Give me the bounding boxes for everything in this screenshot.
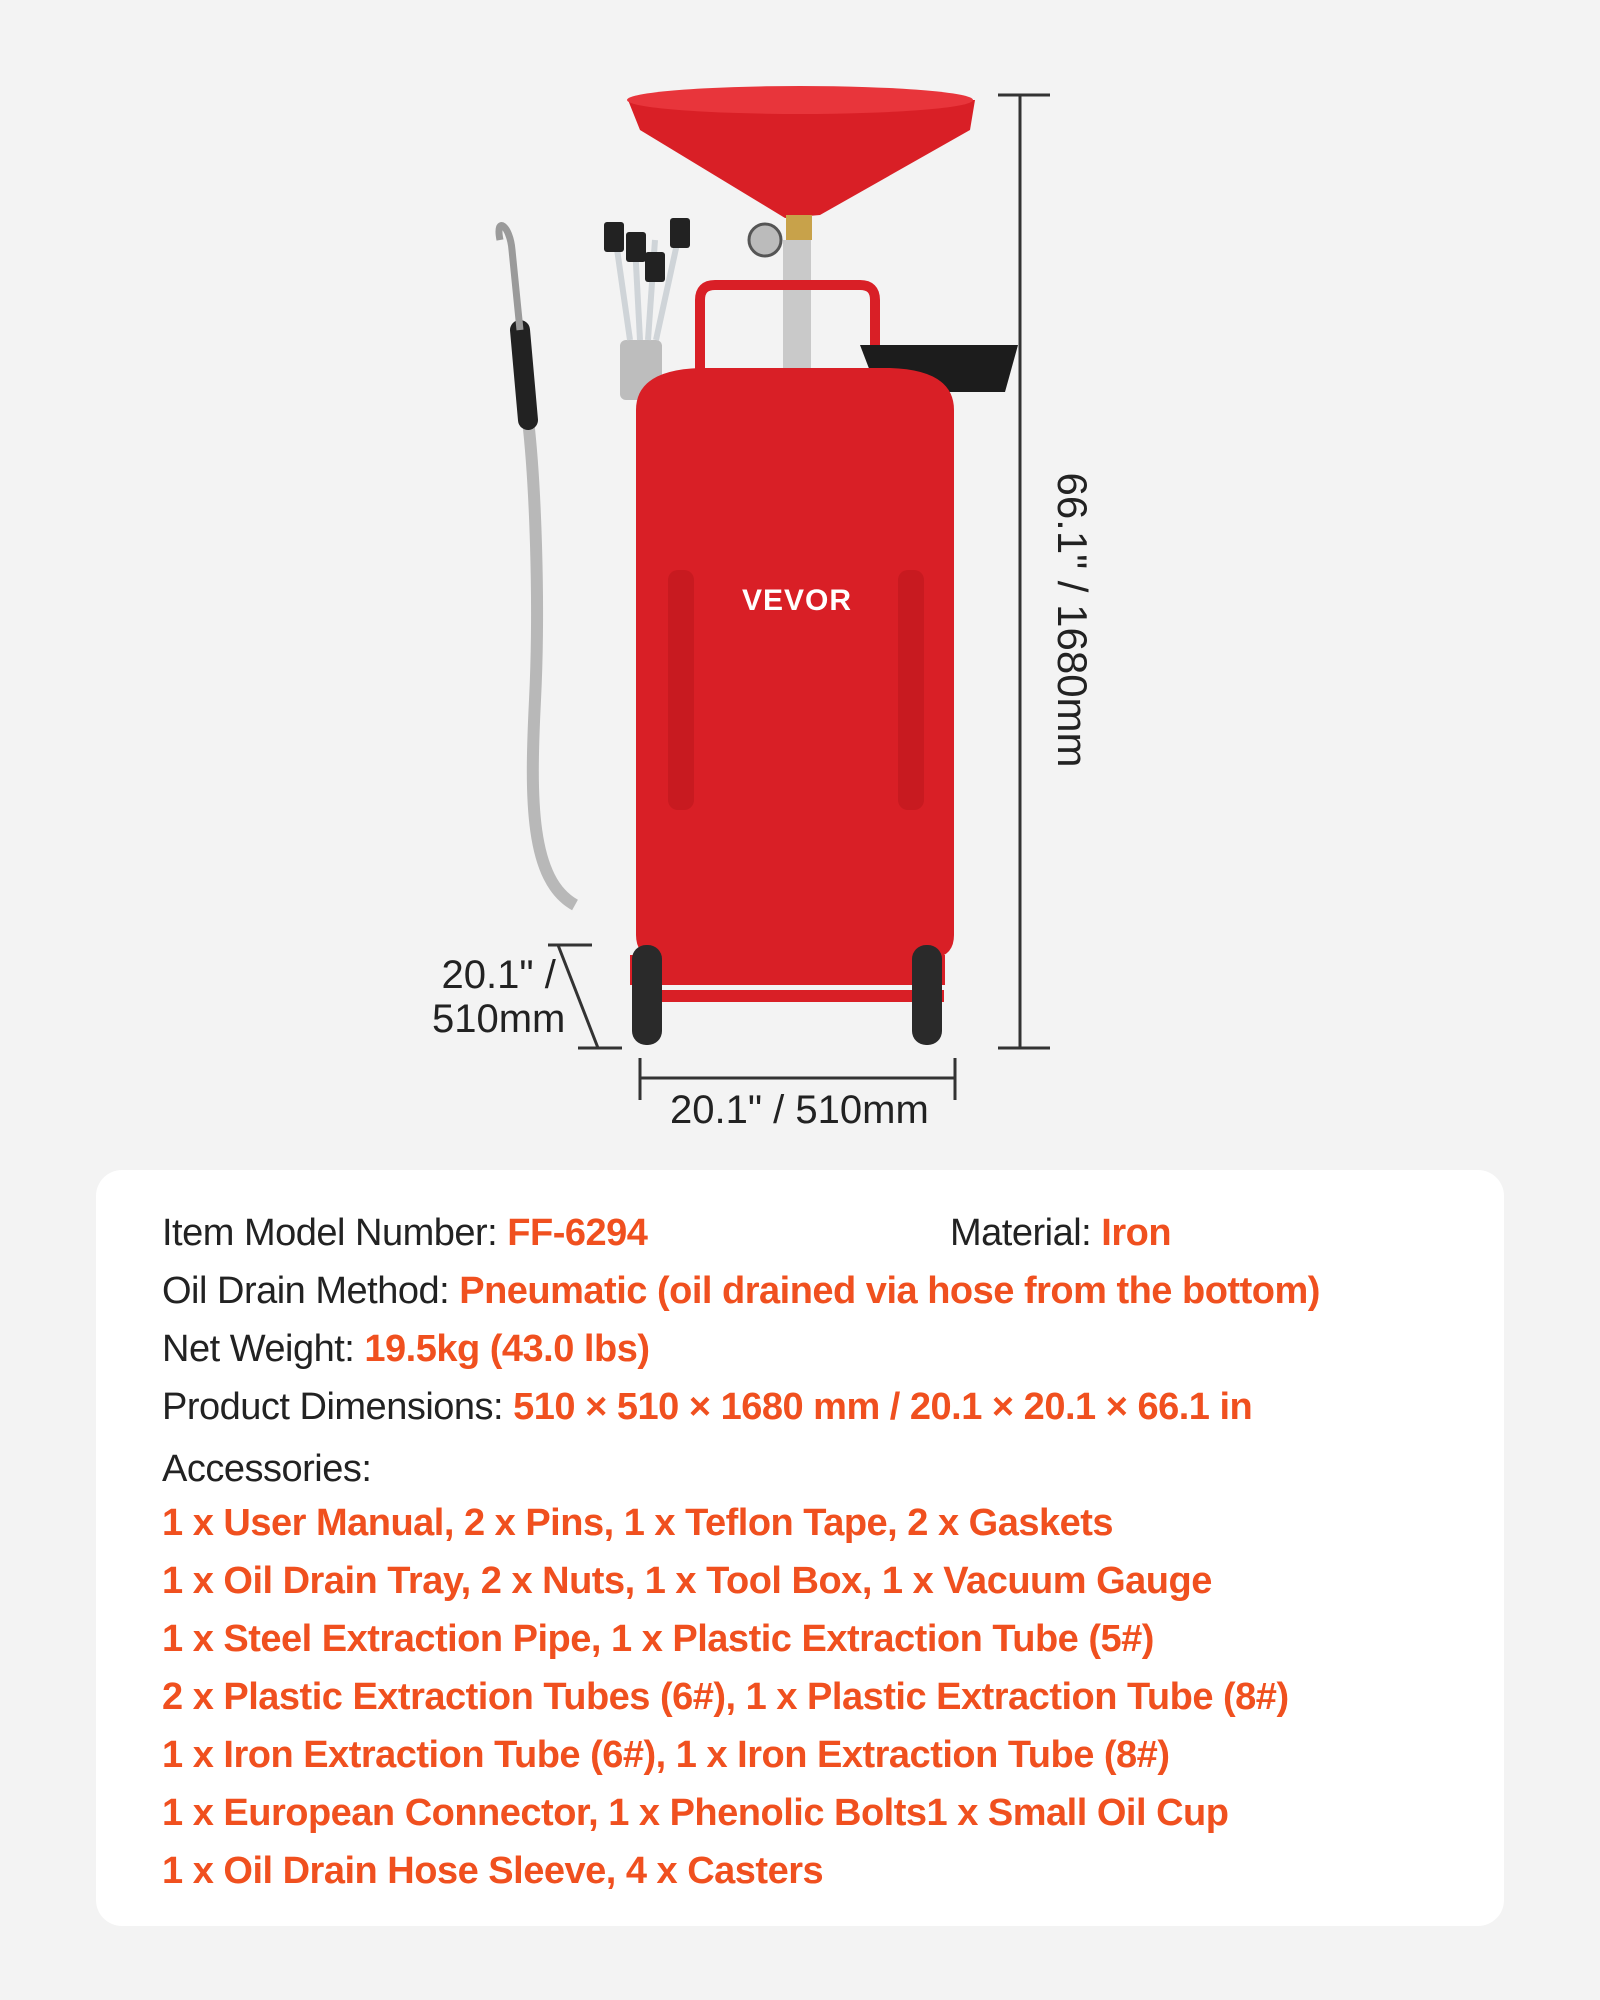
material-label: Material: [950,1212,1102,1254]
accessory-line: 1 x Oil Drain Tray, 2 x Nuts, 1 x Tool Box, 1 x Vacuum Gauge [162,1560,1212,1602]
height-dimension-line [998,95,1050,1048]
net-weight-row [162,1328,649,1371]
vevor-logo: VEVOR [742,584,853,617]
model-number-label: Item Model Number: [162,1212,508,1254]
dimensions-value: 510 × 510 × 1680 mm / 20.1 × 20.1 × 66.1 in [513,1386,1253,1428]
dimensions-label: Product Dimensions: [162,1386,514,1428]
material-value: Iron [1101,1212,1172,1254]
wheel-right [912,945,942,1045]
base-frame [630,955,945,985]
accessory-line: 1 x Oil Drain Hose Sleeve, 4 x Casters [162,1850,824,1892]
drain-method-value: Pneumatic (oil drained via hose from the bottom) [459,1270,1320,1312]
width-dimension-label: 20.1" / 510mm [670,1088,929,1132]
spec-card [96,1170,1504,1926]
height-dimension-label: 66.1" / 1680mm [1049,472,1096,768]
accessories-heading: Accessories: [162,1448,372,1490]
accessory-line: 1 x User Manual, 2 x Pins, 1 x Teflon Tape, 2 x Gaskets [162,1502,1114,1544]
model-number-row [162,1212,647,1255]
drain-method-row [162,1270,1320,1313]
hose-handle [520,330,528,420]
funnel [628,100,975,218]
material-row [950,1212,1171,1255]
depth-label-line1: 20.1" / [441,953,556,997]
accessory-line: 2 x Plastic Extraction Tubes (6#), 1 x Plastic Extraction Tube (8#) [162,1676,1289,1718]
accessory-line: 1 x Steel Extraction Pipe, 1 x Plastic Extraction Tube (5#) [162,1618,1154,1660]
drain-method-label: Oil Drain Method: [162,1270,460,1312]
accessory-line: 1 x Iron Extraction Tube (6#), 1 x Iron Extraction Tube (8#) [162,1734,1170,1776]
model-number-value: FF-6294 [507,1212,648,1254]
hook [499,226,520,330]
accessory-line: 1 x European Connector, 1 x Phenolic Bolts1 x Small Oil Cup [162,1792,1229,1834]
net-weight-label: Net Weight: [162,1328,365,1370]
hose [528,420,575,905]
depth-dimension-label [432,953,565,1041]
wheel-left [632,945,662,1045]
dimensions-row [162,1386,1252,1429]
net-weight-value: 19.5kg (43.0 lbs) [364,1328,650,1370]
depth-label-line2: 510mm [432,997,566,1041]
vacuum-gauge-icon [749,224,781,256]
